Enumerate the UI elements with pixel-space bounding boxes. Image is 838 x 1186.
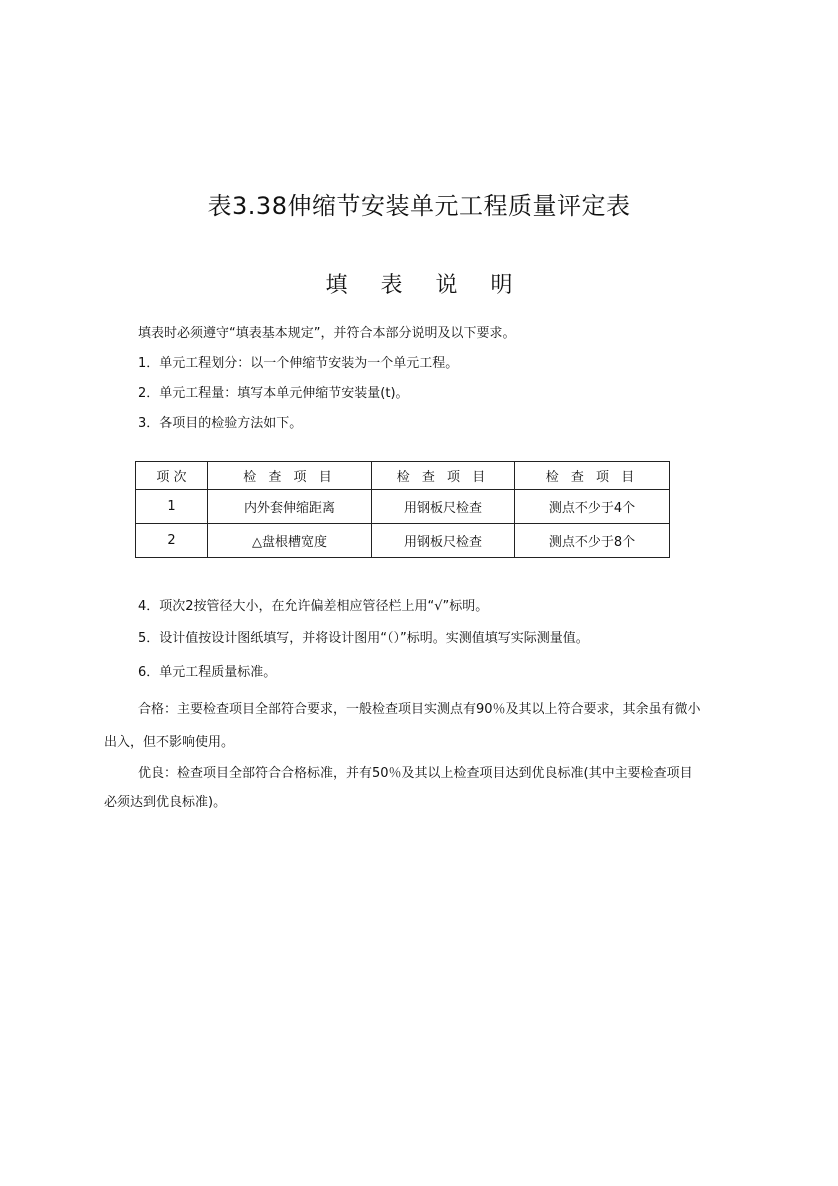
heading-char: 填 (325, 273, 348, 298)
header-check-quantity: 检 查 项 目 (515, 462, 670, 490)
heading-char: 说 (435, 273, 458, 298)
cell-item-no: 2 (136, 524, 208, 558)
table-row (136, 490, 670, 524)
standard-pass-line-2: 出入，但不影响使用。 (104, 735, 235, 750)
section-heading (0, 268, 838, 299)
cell-check-quantity: 测点不少于4个 (515, 490, 670, 524)
note-quality-standard: 6．单元工程质量标准。 (138, 665, 277, 680)
cell-check-method: 用钢板尺检查 (372, 490, 515, 524)
inspection-table (135, 461, 670, 558)
rule-inspection-methods: 3．各项目的检验方法如下。 (138, 416, 303, 431)
intro-paragraph: 填表时必须遵守“填表基本规定”，并符合本部分说明及以下要求。 (138, 326, 516, 341)
standard-pass-line-1: 合格：主要检查项目全部符合要求，一般检查项目实测点有90％及其以上符合要求，其余虽有微小 (138, 702, 701, 717)
page-title: 表3.38伸缩节安装单元工程质量评定表 (207, 192, 631, 220)
header-item-no: 项 次 (136, 462, 208, 490)
note-pipe-diameter: 4．项次2按管径大小，在允许偏差相应管径栏上用“√”标明。 (138, 599, 489, 614)
cell-check-quantity: 测点不少于8个 (515, 524, 670, 558)
rule-unit-quantity: 2．单元工程量：填写本单元伸缩节安装量(t)。 (138, 386, 409, 401)
header-check-method: 检 查 项 目 (372, 462, 515, 490)
heading-char: 明 (490, 273, 513, 298)
rule-unit-division: 1．单元工程划分：以一个伸缩节安装为一个单元工程。 (138, 356, 459, 371)
note-design-values: 5．设计值按设计图纸填写，并将设计图用“（）”标明。实测值填写实际测量值。 (138, 631, 589, 646)
header-check-item: 检 查 项 目 (208, 462, 372, 490)
table-row (136, 524, 670, 558)
cell-check-item: 内外套伸缩距离 (208, 490, 372, 524)
cell-check-item: △盘根槽宽度 (208, 524, 372, 558)
table-header-row (136, 462, 670, 490)
cell-check-method: 用钢板尺检查 (372, 524, 515, 558)
cell-item-no: 1 (136, 490, 208, 524)
heading-char: 表 (380, 273, 403, 298)
standard-excellent-line-2: 必须达到优良标准)。 (104, 795, 227, 810)
standard-excellent-line-1: 优良：检查项目全部符合合格标准，并有50％及其以上检查项目达到优良标准(其中主要检查项目 (138, 766, 693, 781)
